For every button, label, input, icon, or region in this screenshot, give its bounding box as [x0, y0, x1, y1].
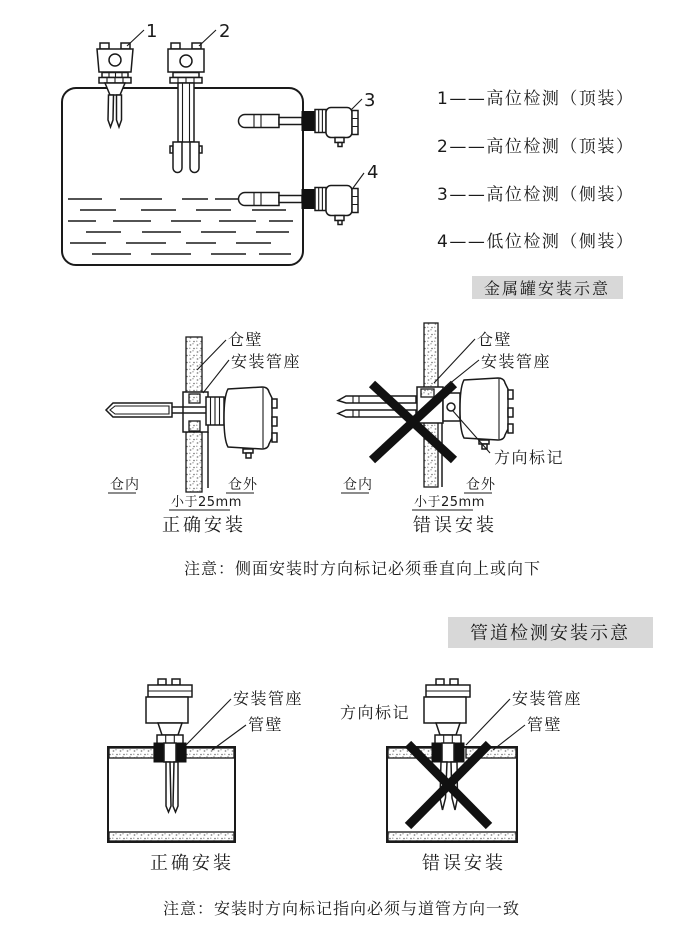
callout-leader-3	[351, 99, 362, 110]
fork-prong	[338, 396, 416, 403]
legend-item-1: 1——高位检测（顶装）	[437, 89, 635, 109]
direction-mark-dot	[447, 403, 455, 411]
fork-prong	[190, 142, 199, 173]
socket-leader	[466, 699, 510, 745]
socket-leader	[186, 699, 231, 745]
callout-number-1: 1	[146, 21, 158, 42]
outside-label: 仓外	[228, 477, 258, 493]
fork-prong	[108, 95, 114, 127]
sensor-housing	[460, 378, 513, 449]
sensor-3-side-mount	[239, 108, 358, 147]
correct-install-caption: 正确安装	[162, 515, 246, 536]
direction-mark-label: 方向标记	[340, 703, 411, 722]
metal-tank-header-text: 金属罐安装示意	[483, 279, 611, 298]
socket-label: 安装管座	[233, 689, 304, 708]
socket-label: 安装管座	[231, 352, 302, 371]
outside-label: 仓外	[466, 477, 496, 493]
legend-item-4: 4——低位检测（侧装）	[437, 232, 635, 252]
inside-label: 仓内	[343, 477, 373, 493]
sensor-1-top-mount	[97, 43, 133, 127]
pipe-header-badge	[448, 617, 653, 648]
gap-dimension-label: 小于25mm	[171, 495, 242, 510]
callout-leader-1	[127, 30, 144, 46]
side-mount-correct-diagram	[106, 330, 301, 536]
pipe-correct-diagram	[108, 679, 303, 874]
metal-tank-diagram	[62, 21, 378, 265]
callout-number-4: 4	[367, 162, 379, 183]
wall-label: 仓壁	[477, 330, 513, 349]
sensor-4-side-mount	[239, 186, 358, 225]
callout-number-2: 2	[219, 21, 231, 42]
wall-label: 仓壁	[228, 330, 264, 349]
pipe-wall-label: 管壁	[527, 715, 563, 734]
liquid-level-dashes	[68, 199, 293, 254]
gap-dimension-label: 小于25mm	[414, 495, 485, 510]
socket-leader	[203, 360, 229, 393]
pipe-wall-bottom	[388, 832, 516, 841]
side-mount-wrong-diagram	[338, 323, 564, 536]
socket-label: 安装管座	[481, 352, 552, 371]
sensor-2-top-mount	[168, 43, 204, 173]
pipe-mount-note: 注意：安装时方向标记指向必须与道管方向一致	[163, 899, 521, 918]
legend-item-2: 2——高位检测（顶装）	[437, 137, 635, 157]
fork-probe-edge	[166, 762, 178, 812]
legend-item-3: 3——高位检测（侧装）	[437, 185, 635, 205]
tank-legend	[437, 89, 634, 252]
correct-install-caption: 正确安装	[150, 853, 234, 874]
inside-label: 仓内	[110, 477, 140, 493]
pipe-wall-label: 管壁	[248, 715, 284, 734]
metal-tank-header-badge	[472, 276, 623, 299]
pipe-wrong-diagram	[340, 679, 582, 874]
pipe-wall-bottom	[109, 832, 234, 841]
pipe-header-text: 管道检测安装示意	[470, 623, 630, 644]
callout-leader-2	[199, 30, 216, 46]
fork-probe-edge	[106, 403, 172, 417]
side-mount-note: 注意：侧面安装时方向标记必须垂直向上或向下	[184, 559, 542, 578]
wrong-install-caption: 错误安装	[422, 853, 506, 874]
callout-number-3: 3	[364, 90, 376, 111]
fork-prong	[117, 95, 122, 127]
fork-prong	[173, 142, 182, 173]
callout-leader-4	[353, 173, 364, 188]
direction-mark-label: 方向标记	[494, 448, 565, 467]
wrong-install-caption: 错误安装	[413, 515, 497, 536]
wall-leader	[434, 339, 475, 383]
sensor-housing	[224, 387, 277, 458]
pipe-wall-top	[109, 748, 154, 758]
pipe-wall-top	[186, 748, 234, 758]
socket-label: 安装管座	[512, 689, 583, 708]
